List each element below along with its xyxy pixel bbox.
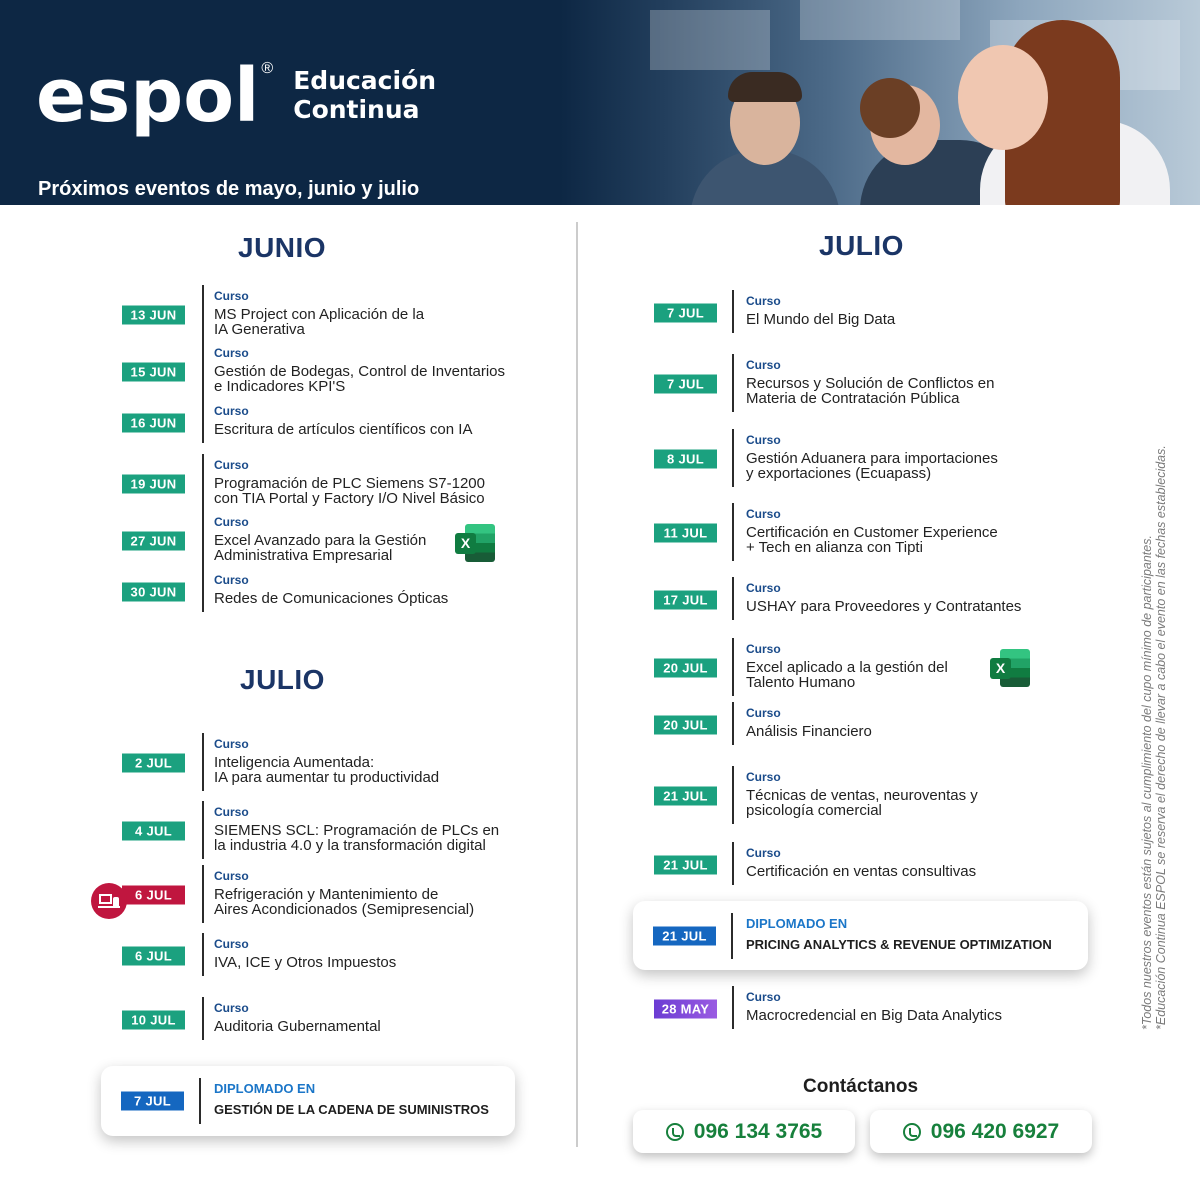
phone-button-1[interactable] [633,1110,855,1153]
date-badge: 20 JUL [654,715,717,734]
divider-line [732,290,734,333]
event-category: Curso [746,581,781,595]
date-badge: 15 JUN [122,363,185,382]
event-title-line: Análisis Financiero [746,723,872,740]
divider-line [732,354,734,412]
phone-number: 096 134 3765 [693,1119,823,1143]
event-title [746,788,1076,818]
event-title-line: IVA, ICE y Otros Impuestos [214,954,397,971]
date-badge: 28 MAY [654,999,717,1018]
diploma-title: GESTIÓN DE LA CADENA DE SUMINISTROS [214,1102,489,1117]
semipresencial-icon [91,883,127,919]
date-badge: 13 JUN [122,306,185,325]
event-category: Curso [214,458,249,472]
event-row[interactable] [0,846,977,883]
event-category: Curso [746,433,781,447]
event-category: Curso [746,358,781,372]
event-category: Curso [214,573,249,587]
event-title [746,451,1076,481]
divider-line [732,638,734,696]
whatsapp-icon [903,1123,921,1141]
event-title-line: Administrativa Empresarial [214,547,393,564]
diploma-card-cadena[interactable] [101,1066,515,1136]
event-title [214,1019,544,1034]
date-badge: 10 JUL [122,1010,185,1029]
column-divider [576,222,578,1147]
event-category: Curso [214,869,249,883]
event-title [214,755,544,785]
divider-line [202,400,204,443]
event-title-line: MS Project con Aplicación de la [214,306,425,323]
logo-subtitle [293,66,436,124]
event-title-line: Refrigeración y Mantenimiento de [214,886,439,903]
event-title-line: y exportaciones (Ecuapass) [746,465,932,482]
divider-line [202,733,204,791]
date-badge: 7 JUL [654,303,717,322]
excel-icon: X [455,523,495,563]
divider-line [732,429,734,487]
event-title-line: El Mundo del Big Data [746,311,896,328]
date-badge: 11 JUL [654,524,717,543]
event-title [746,376,1076,406]
event-title-line: IA para aumentar tu productividad [214,769,440,786]
event-title [214,422,544,437]
event-title-line: Talento Humano [746,674,856,691]
event-title-line: Programación de PLC Siemens S7-1200 [214,475,485,492]
divider-line [202,454,204,512]
event-title [746,864,1076,879]
event-title [214,364,544,394]
event-category: Curso [214,805,249,819]
date-badge: 21 JUL [653,926,716,945]
event-title-line: Excel aplicado a la gestión del [746,659,948,676]
event-row[interactable] [0,706,872,743]
event-category: Curso [214,737,249,751]
event-category: Curso [214,515,249,529]
event-title [746,525,1076,555]
event-category: Curso [746,846,781,860]
disclaimer-line1: *Todos nuestros eventos están sujetos al cumplimiento del cupo mínimo de participantes. [1140,535,1154,1030]
event-title-line: Certificación en ventas consultivas [746,863,977,880]
logo-subtitle-line2: Continua [293,95,420,124]
date-badge: 30 JUN [122,582,185,601]
espol-logo [36,53,437,139]
phone-number: 096 420 6927 [930,1119,1060,1143]
divider-line [732,577,734,620]
registered-mark: ® [261,60,274,77]
event-title-line: Aires Acondicionados (Semipresencial) [214,901,475,918]
date-badge: 21 JUL [654,787,717,806]
logo-wordmark: espol [36,53,260,139]
date-badge: 7 JUL [121,1092,184,1111]
event-title [746,724,1076,739]
diploma-title: PRICING ANALYTICS & REVENUE OPTIMIZATION [746,937,1052,952]
date-badge: 2 JUL [122,754,185,773]
date-badge: 16 JUN [122,413,185,432]
event-title-line: Escritura de artículos científicos con IA [214,421,473,438]
divider-line [731,913,733,959]
date-badge: 21 JUL [654,855,717,874]
event-title-line: Gestión Aduanera para importaciones [746,450,998,467]
event-title [214,887,544,917]
header-photo [560,0,1200,205]
date-badge: 19 JUN [122,475,185,494]
event-category: Curso [746,706,781,720]
event-category: Curso [746,770,781,784]
event-title-line: Recursos y Solución de Conflictos en [746,375,995,392]
header-tagline: Próximos eventos de mayo, junio y julio [38,178,420,200]
event-title-line: con TIA Portal y Factory I/O Nivel Básico [214,490,485,507]
event-title-line: Gestión de Bodegas, Control de Inventarios [214,363,506,380]
event-title-line: Macrocredencial en Big Data Analytics [746,1007,1002,1024]
event-category: Curso [214,289,249,303]
divider-line [732,842,734,885]
event-title-line: + Tech en alianza con Tipti [746,539,923,556]
date-badge: 6 JUL [122,946,185,965]
section-title-julio-left: JULIO [240,664,325,695]
event-title-line: Auditoria Gubernamental [214,1018,381,1035]
diploma-label: DIPLOMADO EN [746,916,848,931]
divider-line [202,865,204,923]
disclaimer-line2: *Educación Continua ESPOL se reserva el derecho de llevar a cabo el evento en las fechas establecidas. [1154,445,1168,1030]
event-category: Curso [746,642,781,656]
event-category: Curso [214,346,249,360]
event-title-line: psicología comercial [746,802,882,819]
event-title [214,955,544,970]
event-title-line: Excel Avanzado para la Gestión [214,532,427,549]
section-title-junio: JUNIO [238,232,327,263]
date-badge: 20 JUL [654,659,717,678]
date-badge: 4 JUL [122,822,185,841]
event-category: Curso [214,1001,249,1015]
date-badge: 27 JUN [122,532,185,551]
event-category: Curso [746,990,781,1004]
divider-line [202,933,204,976]
event-title [214,307,544,337]
event-title-line: Redes de Comunicaciones Ópticas [214,590,449,607]
event-title-line: USHAY para Proveedores y Contratantes [746,598,1022,615]
diploma-label: DIPLOMADO EN [214,1081,316,1096]
event-title-line: SIEMENS SCL: Programación de PLCs en [214,822,500,839]
divider-line [202,511,204,569]
event-title-line: Certificación en Customer Experience [746,524,998,541]
event-title-line: la industria 4.0 y la transformación digital [214,837,486,854]
event-title [746,599,1076,614]
event-title-line: Inteligencia Aumentada: [214,754,375,771]
contact-title: Contáctanos [803,1076,919,1097]
logo-subtitle-line1: Educación [293,66,437,95]
divider-line [732,702,734,745]
diploma-card-pricing[interactable] [633,901,1088,970]
phone-button-2[interactable] [870,1110,1092,1153]
excel-icon: X [990,648,1030,688]
divider-line [199,1078,201,1124]
divider-line [732,986,734,1029]
divider-line [202,342,204,400]
divider-line [202,997,204,1040]
whatsapp-icon [666,1123,684,1141]
header-banner [0,0,1200,205]
event-title [214,823,544,853]
event-category: Curso [746,294,781,308]
date-badge: 17 JUL [654,590,717,609]
event-title [746,312,1076,327]
event-title [214,591,544,606]
event-title-line: Materia de Contratación Pública [746,390,960,407]
event-category: Curso [214,404,249,418]
event-title [746,1008,1076,1023]
event-title-line: IA Generativa [214,321,305,338]
event-title-line: e Indicadores KPI'S [214,378,346,395]
date-badge: 7 JUL [654,375,717,394]
divider-line [732,766,734,824]
date-badge: 8 JUL [654,450,717,469]
divider-line [202,569,204,612]
event-category: Curso [214,937,249,951]
divider-line [202,285,204,343]
divider-line [732,503,734,561]
date-badge: 6 JUL [122,886,185,905]
divider-line [202,801,204,859]
event-title [214,476,544,506]
event-row[interactable] [0,937,397,974]
event-title-line: Técnicas de ventas, neuroventas y [746,787,978,804]
section-title-julio-right: JULIO [819,230,904,261]
event-category: Curso [746,507,781,521]
disclaimer-note [1140,330,1168,1030]
